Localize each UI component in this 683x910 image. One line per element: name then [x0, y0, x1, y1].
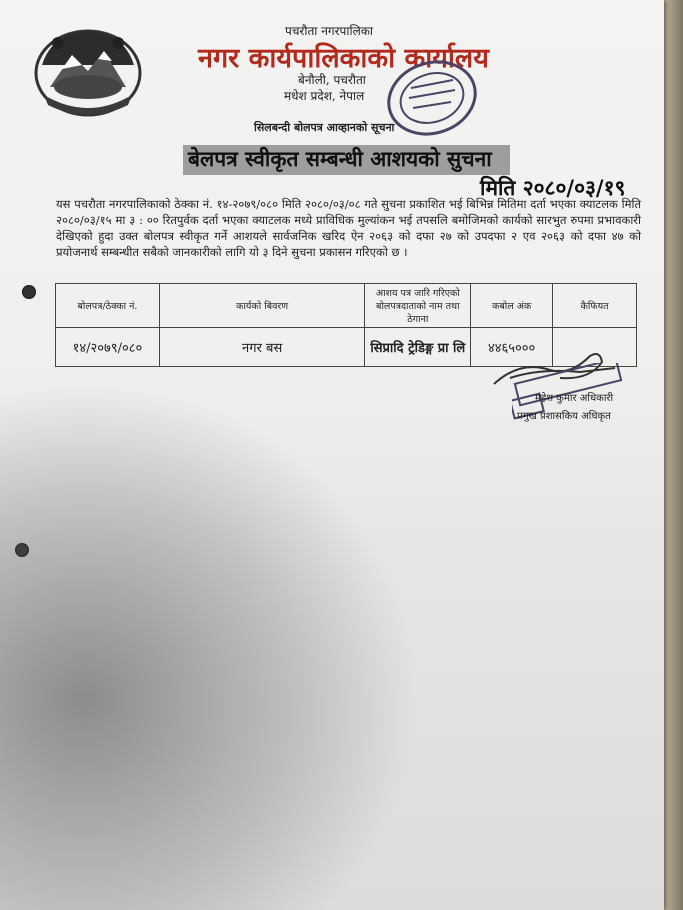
signatory-name: महेश कुमार अधिकारी: [535, 393, 614, 404]
photo-shadow: [0, 380, 420, 910]
cell-bid-amount: ४४६५०००: [471, 328, 553, 367]
government-emblem-icon: [32, 25, 144, 117]
municipality-name: पचरौता नगरपालिका: [285, 24, 374, 38]
binder-hole: [22, 285, 36, 299]
column-header-bidder-name: आशय पत्र जारि गरिएको बोलपत्रदाताको नाम तथा ठेगाना: [365, 284, 471, 328]
column-header-remarks: कैफियत: [553, 284, 637, 328]
cell-work-description: नगर बस: [159, 328, 364, 367]
address-line-1: बेनौली, पचरौता: [298, 73, 366, 87]
cell-bid-number: १४/२०७९/०८०: [56, 328, 160, 367]
table-header-row: [56, 284, 637, 328]
signatory-role: प्रमुख प्रशासकिय अधिकृत: [517, 411, 611, 422]
notice-date: मिति २०८०/०३/१९: [480, 175, 626, 200]
column-header-work-description: कार्यको बिवरण: [159, 284, 364, 328]
cell-bidder-name: सिप्रादि ट्रेडिङ्ग प्रा लि: [365, 328, 471, 367]
column-header-bid-number: बोलपत्र/ठेक्का नं.: [56, 284, 160, 328]
office-stamp-icon: [383, 58, 481, 138]
office-title: नगर कार्यपालिकाको कार्यालय: [198, 43, 489, 74]
sealed-tender-subnotice: सिलबन्दी बोलपत्र आव्हानको सूचना: [254, 121, 395, 134]
notice-body: यस पचरौता नगरपालिकाको ठेक्का नं. १४-२०७९/०८० मिति २०८०/०३/०८ गते सुचना प्रकाशित भई बिभिन्न मितिमा दर्ता भएका क्याटलक मिति २०८०/०३/१५ मा ३ : ०० रितपुर्वक दर्ता भएका क्याटलक मध्ये प्राविधिक मुल्यांकन भई तपसलि बमोजिमको कार्यको सारभुत रुपमा प्रभावकारी देखिएको हुदा उक्त बोलपत्र स्वीकृत गर्ने आशयले सार्वजनिक खरिद ऐन २०६३ को दफा २७ को उपदफा २ एव २०६३ को दफा ४७ को प्रयोजनार्थ सम्बन्धीत सबैको जानकारीको लागि यो ३ दिने सुचना प्रकासन गरिएको छ ।: [56, 197, 641, 259]
notice-title: बेलपत्र स्वीकृत सम्बन्धी आशयको सुचना: [188, 146, 492, 171]
address-line-2: मधेश प्रदेश, नेपाल: [284, 89, 365, 103]
column-header-bid-amount: कबोल अंक: [471, 284, 553, 328]
